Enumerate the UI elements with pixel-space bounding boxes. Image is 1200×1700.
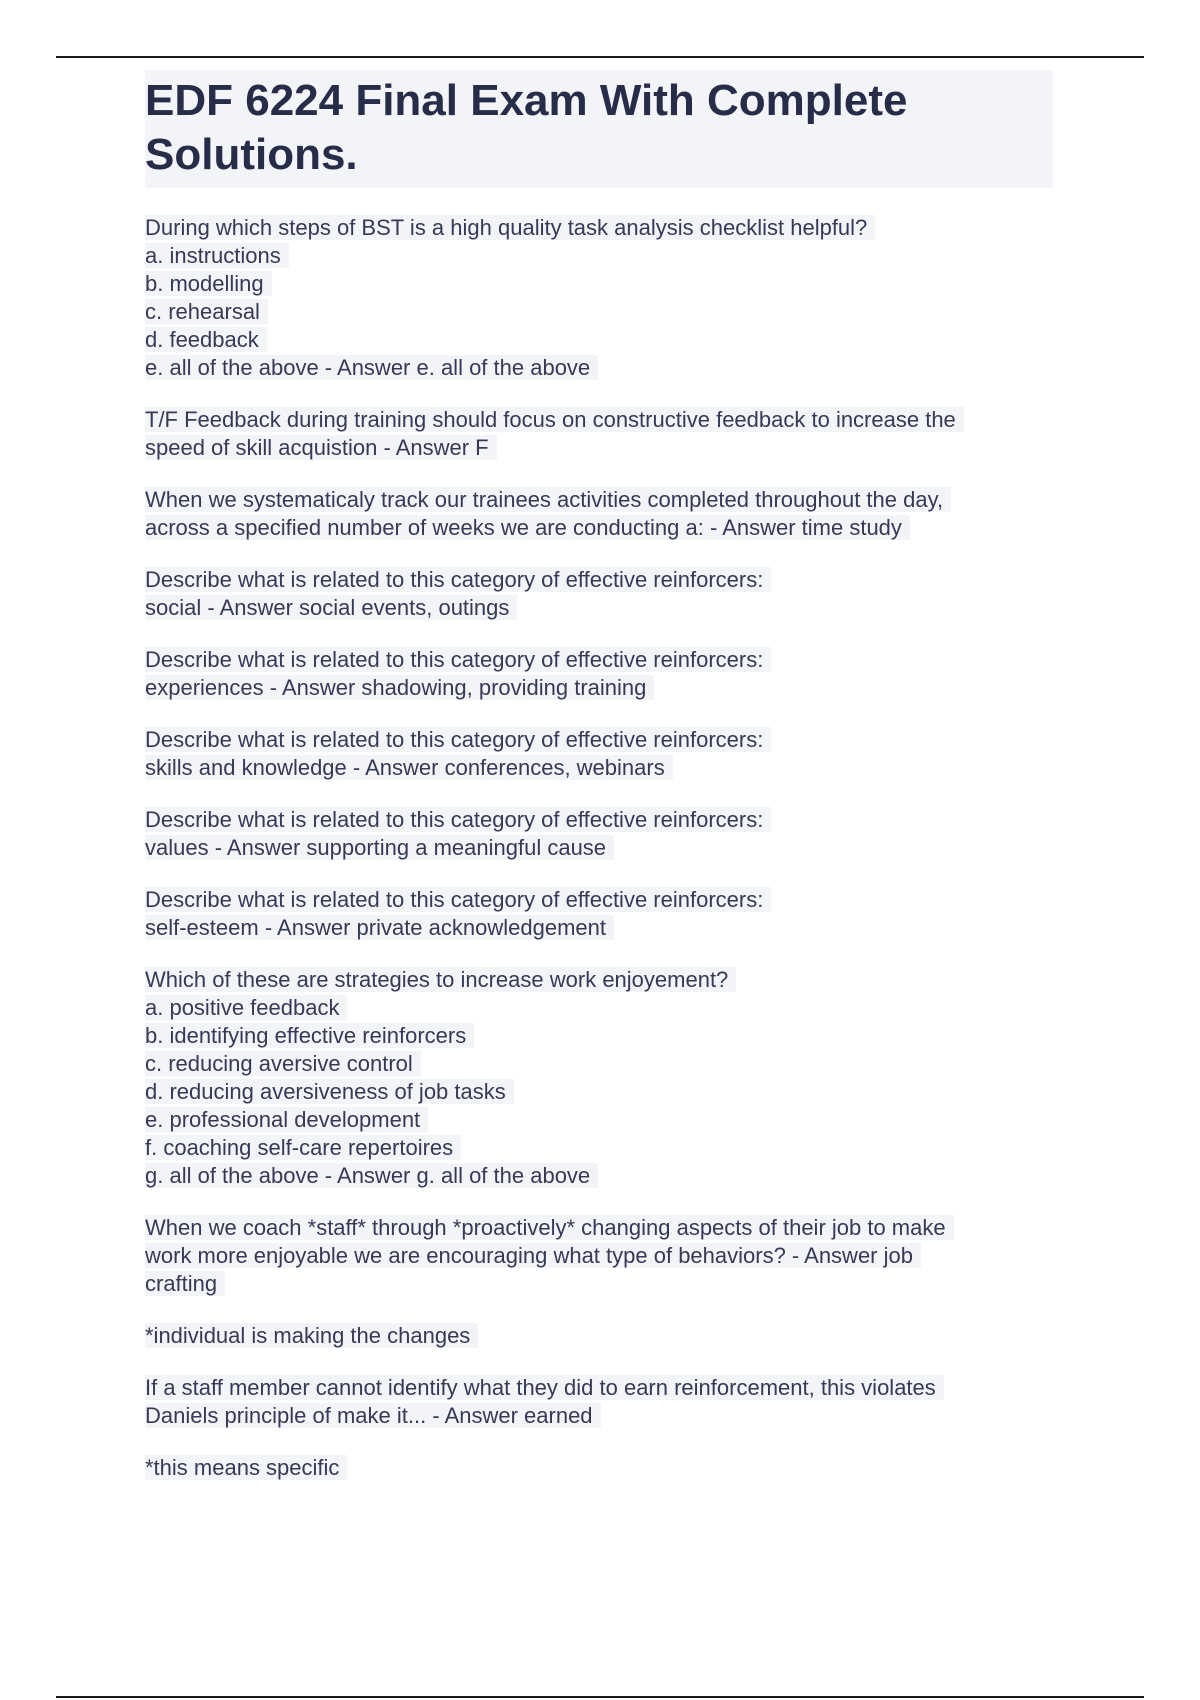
qa-line (145, 754, 1055, 782)
qa-line-text: a. positive feedback (145, 995, 347, 1020)
qa-line (145, 966, 1055, 994)
qa-line-text: When we systematicaly track our trainees activities completed throughout the day, (145, 487, 951, 512)
qa-line-text: c. rehearsal (145, 299, 268, 324)
qa-line (145, 994, 1055, 1022)
qa-line-text: e. all of the above - Answer e. all of the above (145, 355, 598, 380)
qa-line-text: When we coach *staff* through *proactively* changing aspects of their job to make (145, 1215, 954, 1240)
qa-line-text: Daniels principle of make it... - Answer earned (145, 1403, 601, 1428)
qa-line-text: c. reducing aversive control (145, 1051, 421, 1076)
qa-line (145, 1134, 1055, 1162)
qa-line (145, 354, 1055, 382)
qa-line (145, 1106, 1055, 1134)
qa-line (145, 726, 1055, 754)
qa-line-text: During which steps of BST is a high quality task analysis checklist helpful? (145, 215, 875, 240)
qa-line (145, 1402, 1055, 1430)
qa-line-text: b. modelling (145, 271, 272, 296)
qa-line-text: experiences - Answer shadowing, providing training (145, 675, 654, 700)
qa-line (145, 1022, 1055, 1050)
qa-line-text: b. identifying effective reinforcers (145, 1023, 474, 1048)
qa-line-text: self-esteem - Answer private acknowledgement (145, 915, 614, 940)
qa-item (145, 486, 1055, 542)
qa-line (145, 1322, 1055, 1350)
qa-line-text: If a staff member cannot identify what they did to earn reinforcement, this violates (145, 1375, 944, 1400)
title-block (145, 70, 1053, 188)
qa-line (145, 486, 1055, 514)
title-line: EDF 6224 Final Exam With Complete (145, 76, 908, 125)
qa-line-text: Describe what is related to this category of effective reinforcers: (145, 647, 771, 672)
qa-line (145, 594, 1055, 622)
qa-line (145, 914, 1055, 942)
qa-line-text: work more enjoyable we are encouraging what type of behaviors? - Answer job (145, 1243, 921, 1268)
qa-line (145, 1374, 1055, 1402)
qa-line-text: *this means specific (145, 1455, 347, 1480)
qa-line-text: crafting (145, 1271, 225, 1296)
bottom-rule (56, 1696, 1144, 1698)
qa-line (145, 270, 1055, 298)
document-title (145, 74, 1053, 182)
qa-line (145, 1242, 1055, 1270)
qa-line (145, 1270, 1055, 1298)
qa-line-text: g. all of the above - Answer g. all of the above (145, 1163, 598, 1188)
qa-line-text: *individual is making the changes (145, 1323, 478, 1348)
qa-line (145, 406, 1055, 434)
qa-item (145, 566, 1055, 622)
qa-line-text: Describe what is related to this category of effective reinforcers: (145, 727, 771, 752)
qa-item (145, 646, 1055, 702)
qa-line (145, 298, 1055, 326)
qa-line (145, 1078, 1055, 1106)
qa-line-text: f. coaching self-care repertoires (145, 1135, 461, 1160)
title-line: Solutions. (145, 130, 358, 179)
qa-item (145, 406, 1055, 462)
document-body (145, 70, 1055, 1482)
qa-line-text: social - Answer social events, outings (145, 595, 517, 620)
qa-line-text: skills and knowledge - Answer conferences, webinars (145, 755, 673, 780)
qa-item (145, 806, 1055, 862)
qa-line (145, 834, 1055, 862)
qa-item (145, 1322, 1055, 1350)
qa-line-text: Which of these are strategies to increase work enjoyement? (145, 967, 736, 992)
qa-line (145, 514, 1055, 542)
qa-item (145, 1214, 1055, 1298)
qa-item (145, 886, 1055, 942)
qa-line (145, 674, 1055, 702)
qa-line (145, 1162, 1055, 1190)
qa-item (145, 726, 1055, 782)
qa-line (145, 1214, 1055, 1242)
qa-line-text: Describe what is related to this category of effective reinforcers: (145, 567, 771, 592)
qa-line (145, 242, 1055, 270)
qa-line-text: values - Answer supporting a meaningful cause (145, 835, 614, 860)
qa-line-text: speed of skill acquistion - Answer F (145, 435, 497, 460)
qa-line (145, 434, 1055, 462)
qa-line (145, 806, 1055, 834)
qa-line-text: Describe what is related to this category of effective reinforcers: (145, 807, 771, 832)
qa-line-text: Describe what is related to this category of effective reinforcers: (145, 887, 771, 912)
qa-list (145, 214, 1055, 1482)
top-rule (56, 56, 1144, 58)
qa-line-text: T/F Feedback during training should focus on constructive feedback to increase the (145, 407, 964, 432)
qa-line-text: d. reducing aversiveness of job tasks (145, 1079, 514, 1104)
qa-line-text: d. feedback (145, 327, 267, 352)
qa-line (145, 326, 1055, 354)
qa-line (145, 214, 1055, 242)
qa-item (145, 1454, 1055, 1482)
qa-line-text: across a specified number of weeks we are conducting a: - Answer time study (145, 515, 910, 540)
qa-item (145, 1374, 1055, 1430)
qa-line (145, 566, 1055, 594)
qa-line (145, 1050, 1055, 1078)
qa-line (145, 886, 1055, 914)
qa-line (145, 646, 1055, 674)
qa-item (145, 966, 1055, 1190)
qa-line-text: a. instructions (145, 243, 289, 268)
qa-line (145, 1454, 1055, 1482)
qa-line-text: e. professional development (145, 1107, 428, 1132)
qa-item (145, 214, 1055, 382)
